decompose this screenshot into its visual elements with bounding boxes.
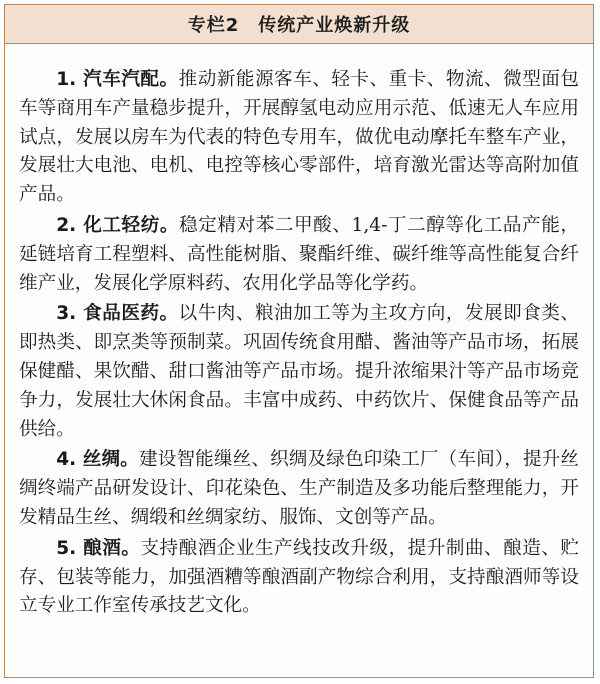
- section-paragraph: [19, 66, 579, 210]
- section-paragraph: [19, 446, 579, 532]
- feature-box: [4, 4, 594, 678]
- section-paragraph: [19, 212, 579, 298]
- box-title: 专栏2 传统产业焕新升级: [187, 15, 411, 36]
- section-body: 支持酿酒企业生产线技改升级，提升制曲、酿造、贮存、包装等能力，加强酒糟等酿酒副产物综合利用，支持酿酒师等设立专业工作室传承技艺文化。: [19, 537, 579, 617]
- box-header: [5, 5, 593, 44]
- section-heading: 4. 丝绸。: [56, 449, 139, 471]
- section-heading: 2. 化工轻纺。: [56, 214, 180, 236]
- section-body: 建设智能缫丝、织绸及绿色印染工厂（车间），提升丝绸终端产品研发设计、印花染色、生产制造及多功能后整理能力，开发精品生丝、绸缎和丝绸家纺、服饰、文创等产品。: [19, 449, 579, 528]
- section-heading: 3. 食品医药。: [56, 303, 179, 325]
- section-heading: 1. 汽车汽配。: [56, 69, 179, 90]
- section-heading: 5. 酿酒。: [56, 537, 141, 559]
- section-body: 稳定精对苯二甲酸、1,4-丁二醇等化工品产能，延链培育工程塑料、高性能树脂、聚酯纤维、碳纤维等高性能复合纤维产业，发展化学原料药、农用化学品等化学药。: [19, 214, 579, 294]
- section-body: 推动新能源客车、轻卡、重卡、物流、微型面包车等商用车产量稳步提升，开展醇氢电动应用示范、低速无人车应用试点，发展以房车为代表的特色专用车，做优电动摩托车整车产业，发展壮大电池、电机、电控等核心零部件，培育激光雷达等高附加值产品。: [19, 69, 579, 206]
- section-paragraph: [19, 535, 579, 621]
- box-content: [5, 44, 593, 621]
- section-body: 以牛肉、粮油加工等为主攻方向，发展即食类、即热类、即烹类等预制菜。巩固传统食用醋、酱油等产品市场，拓展保健醋、果饮醋、甜口酱油等产品市场。提升浓缩果汁等产品市场竞争力，发展壮大休闲食品。丰富中成药、中药饮片、保健食品等产品供给。: [19, 303, 579, 440]
- section-paragraph: [19, 300, 579, 444]
